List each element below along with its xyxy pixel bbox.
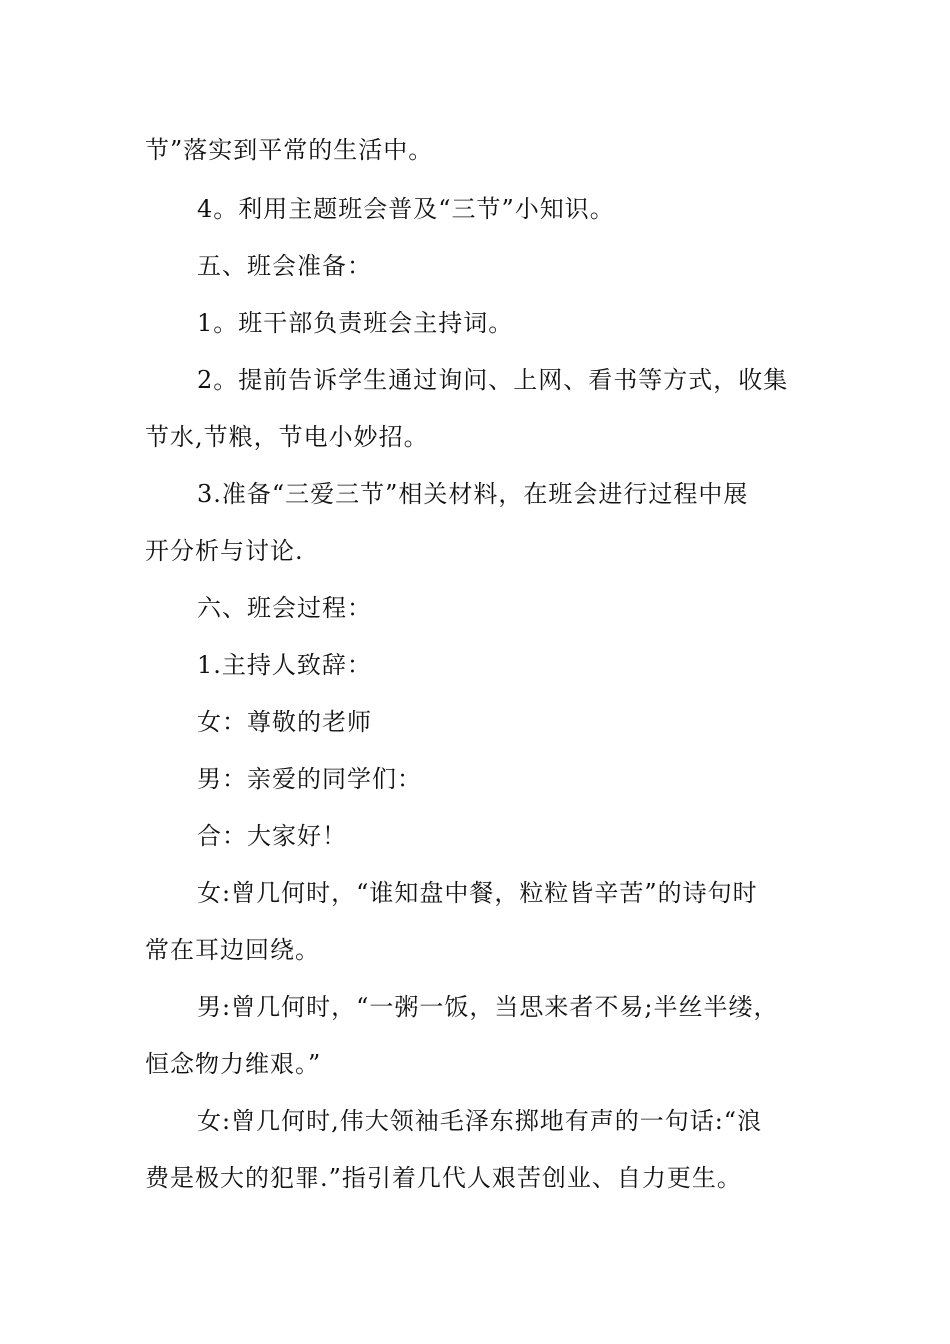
text-line: 1。班干部负责班会主持词。: [197, 309, 514, 337]
text-line: 4。利用主题班会普及“三节”小知识。: [197, 195, 615, 223]
section-heading: 五、班会准备：: [197, 252, 372, 280]
text-line: 费是极大的犯罪.”指引着几代人艰苦创业、自力更生。: [145, 1164, 742, 1192]
text-line: 节水,节粮，节电小妙招。: [145, 423, 429, 451]
text-line: 女:曾几何时,伟大领袖毛泽东掷地有声的一句话:“浪: [197, 1107, 763, 1135]
text-line: 男：亲爱的同学们：: [197, 765, 422, 793]
text-line: 常在耳边回绕。: [145, 936, 320, 964]
text-line: 3.准备“三爱三节”相关材料，在班会进行过程中展: [197, 480, 749, 508]
text-line: 节”落实到平常的生活中。: [145, 136, 434, 164]
text-line: 女:曾几何时，“谁知盘中餐，粒粒皆辛苦”的诗句时: [197, 879, 758, 907]
text-line: 女：尊敬的老师: [197, 708, 372, 736]
text-line: 1.主持人致辞：: [197, 651, 372, 679]
text-line: 合：大家好！: [197, 822, 347, 850]
text-line: 开分析与讨论.: [145, 537, 304, 565]
text-line: 恒念物力维艰。”: [145, 1050, 322, 1078]
section-heading: 六、班会过程：: [197, 594, 372, 622]
text-line: 2。提前告诉学生通过询问、上网、看书等方式，收集: [197, 366, 789, 394]
text-line: 男:曾几何时，“一粥一饭，当思来者不易;半丝半缕，: [197, 993, 779, 1021]
